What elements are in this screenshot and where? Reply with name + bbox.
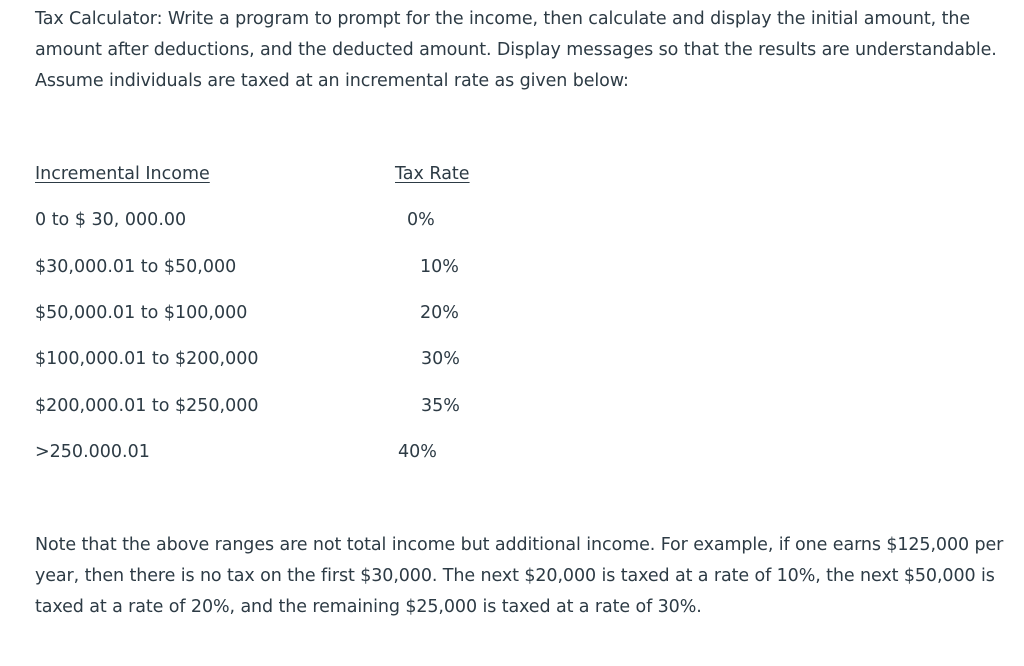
income-range-cell: $30,000.01 to $50,000 [35,257,237,277]
tax-rate-cell: 35% [421,396,460,416]
rate-column-header: Tax Rate [395,164,470,184]
income-column-header: Incremental Income [35,164,210,184]
tax-rate-cell: 0% [407,210,435,230]
income-range-cell: $100,000.01 to $200,000 [35,349,259,369]
note-paragraph: Note that the above ranges are not total income but additional income. For example, if one earns $125,000 per year, then there is no tax on the first $30,000. The next $20,000 is taxed at a rate of 10%, the next $50,000 is taxed at a rate of 20%, and the remaining $25,000 is taxed at a rate of 30%. [35,535,1004,617]
tax-rate-cell: 30% [421,349,460,369]
tax-rate-cell: 40% [398,442,437,462]
income-range-cell: >250.000.01 [35,442,150,462]
income-range-cell: $200,000.01 to $250,000 [35,396,259,416]
intro-paragraph: Tax Calculator: Write a program to prompt for the income, then calculate and display the initial amount, the amount after deductions, and the deducted amount. Display messages so that the results are understandable. Assume individuals are taxed at an incremental rate as given below: [35,9,997,91]
tax-rate-cell: 10% [420,257,459,277]
tax-rate-cell: 20% [420,303,459,323]
income-range-cell: 0 to $ 30, 000.00 [35,210,187,230]
income-range-cell: $50,000.01 to $100,000 [35,303,248,323]
